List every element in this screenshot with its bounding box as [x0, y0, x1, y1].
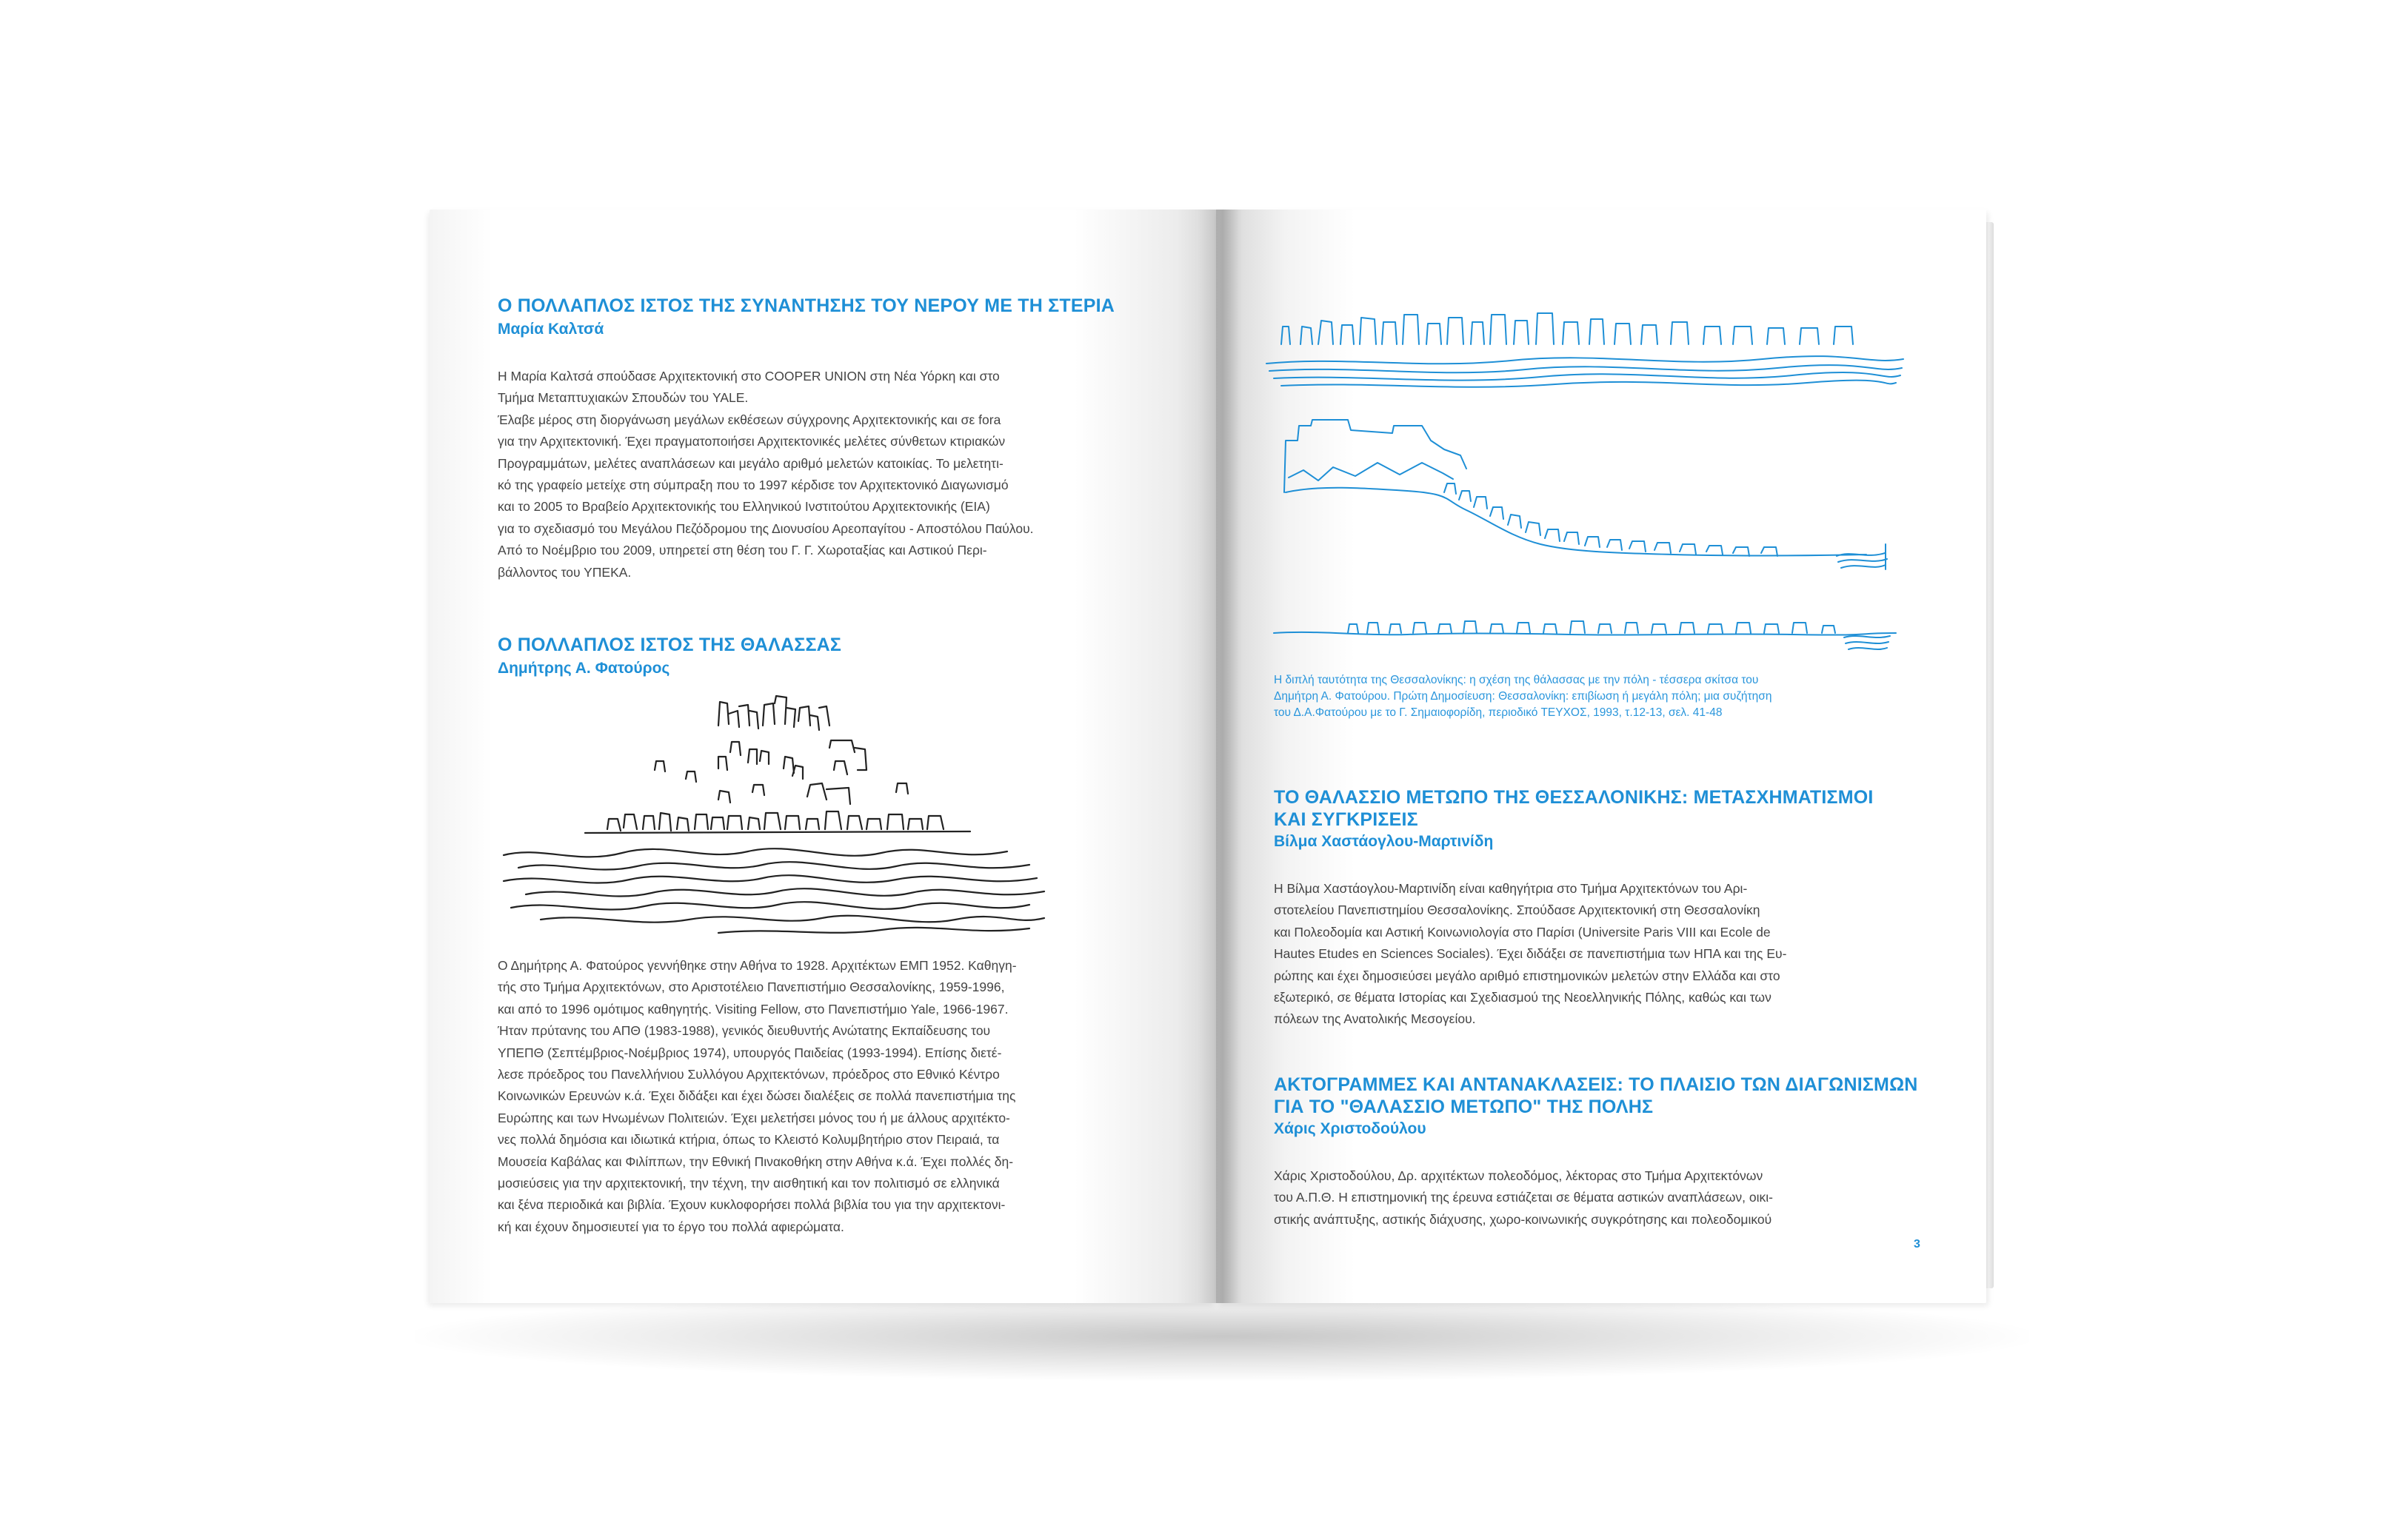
section-heading-sea: Ο ΠΟΛΛΑΠΛΟΣ ΙΣΤΟΣ ΤΗΣ ΘΑΛΑΣΣΑΣ — [498, 635, 842, 655]
caption-line: του Δ.Α.Φατούρου με το Γ. Σημαιοφορίδη, περιοδικό ΤΕΥΧΟΣ, 1993, τ.12-13, σελ. 41-48 — [1274, 706, 1723, 719]
text-line: Ο Δημήτρης Α. Φατούρος γεννήθηκε στην Αθήνα το 1928. Αρχιτέκτων ΕΜΠ 1952. Καθηγη- — [498, 958, 1017, 973]
section-heading-waterfront-transformations — [1274, 786, 1874, 831]
text-line: στικής ανάπτυξης, αστικής διάχυσης, χωρο-κοινωνικής συγκρότησης και πολεοδομικού — [1274, 1211, 1772, 1227]
page-number: 3 — [1914, 1238, 1920, 1251]
text-line: νες πολλά δημόσια και ιδιωτικά κτήρια, όπως το Κλειστό Κολυμβητήριο στον Πειραιά, τα — [498, 1132, 1000, 1148]
bio-charis-christodoulou — [1274, 1165, 1940, 1231]
caption-line: Η διπλή ταυτότητα της Θεσσαλονίκης: η σχέση της θάλασσας με την πόλη - τέσσερα σκίτσα του — [1274, 674, 1759, 686]
text-line: ρώπης και έχει δημοσιεύσει μεγάλο αριθμό επιστημονικών μελετών στην Ελλάδα και στο — [1274, 968, 1780, 983]
section-heading-coastlines — [1274, 1074, 1918, 1118]
spread-shadow — [415, 1292, 2029, 1381]
bio-maria-kaltsa — [498, 366, 1164, 583]
text-line: Ευρώπης και των Ηνωμένων Πολιτειών. Έχει μελετήσει μόνος του ή με άλλους αρχιτέκτο- — [498, 1110, 1010, 1125]
heading-line: ΚΑΙ ΣΥΓΚΡΙΣΕΙΣ — [1274, 809, 1418, 830]
text-line: του Α.Π.Θ. Η επιστημονική της έρευνα εστιάζεται σε θέματα αστικών αναπλάσεων, οικι- — [1274, 1190, 1773, 1205]
author-charis-christodoulou: Χάρις Χριστοδούλου — [1274, 1120, 1426, 1137]
text-line: Η Βίλμα Χαστάογλου-Μαρτινίδη είναι καθηγήτρια στο Τμήμα Αρχιτεκτόνων του Αρι- — [1274, 881, 1748, 896]
text-line: Η Μαρία Καλτσά σπούδασε Αρχιτεκτονική στο COOPER UNION στη Νέα Υόρκη και στο — [498, 369, 1000, 384]
text-line: ΥΠΕΠΘ (Σεπτέμβριος-Νοέμβριος 1974), υπουργός Παιδείας (1993-1994). Επίσης διετέ- — [498, 1045, 1002, 1060]
sketch-waterfront-3 — [1259, 603, 1911, 663]
heading-line: ΑΚΤΟΓΡΑΜΜΕΣ ΚΑΙ ΑΝΤΑΝΑΚΛΑΣΕΙΣ: ΤΟ ΠΛΑΙΣΙΟ ΤΩΝ ΔΙΑΓΩΝΙΣΜΩΝ — [1274, 1074, 1918, 1095]
text-line: Ήταν πρύτανης του ΑΠΘ (1983-1988), γενικός διευθυντής Ανώτατης Εκπαίδευσης του — [498, 1023, 991, 1039]
sketch-island-city — [496, 681, 1059, 940]
text-line: και ξένα περιοδικά και βιβλία. Έχουν κυκλοφορήσει πολλά βιβλία του για την αρχιτεκτονι- — [498, 1197, 1006, 1213]
author-dimitris-fatouros: Δημήτρης Α. Φατούρος — [498, 660, 670, 677]
text-line: Έλαβε μέρος στη διοργάνωση μεγάλων εκθέσεων σύγχρονης Αρχιτεκτονικής και σε fora — [498, 412, 1001, 427]
text-line: τής στο Τμήμα Αρχιτεκτόνων, στο Αριστοτέλειο Πανεπιστήμιο Θεσσαλονίκης, 1959-1996, — [498, 980, 1005, 995]
bio-vilma-hastaoglou — [1274, 878, 1940, 1031]
text-line: εξωτερικό, σε θέματα Ιστορίας και Σχεδιασμού της Νεοελληνικής Πόλης, καθώς και των — [1274, 990, 1771, 1005]
heading-line: ΓΙΑ ΤΟ "ΘΑΛΑΣΣΙΟ ΜΕΤΩΠΟ" ΤΗΣ ΠΟΛΗΣ — [1274, 1097, 1654, 1117]
author-maria-kaltsa: Μαρία Καλτσά — [498, 321, 604, 338]
text-line: για την Αρχιτεκτονική. Έχει πραγματοποιήσει Αρχιτεκτονικές μελέτες σύνθετων κτιριακών — [498, 434, 1006, 449]
sketch-waterfront-1 — [1259, 292, 1911, 404]
text-line: Χάρις Χριστοδούλου, Δρ. αρχιτέκτων πολεοδόμος, λέκτορας στο Τμήμα Αρχιτεκτόνων — [1274, 1168, 1763, 1183]
text-line: και Πολεοδομία και Αστική Κοινωνιολογία στο Παρίσι (Universite Paris VIII και Ecole de — [1274, 924, 1771, 940]
sketch-waterfront-2 — [1259, 411, 1911, 581]
text-line: Τμήμα Μεταπτυχιακών Σπουδών του YALE. — [498, 390, 749, 406]
section-heading-land-water: Ο ΠΟΛΛΑΠΛΟΣ ΙΣΤΟΣ ΤΗΣ ΣΥΝΑΝΤΗΣΗΣ ΤΟΥ ΝΕΡΟΥ ΜΕ ΤΗ ΣΤΕΡΙΑ — [498, 295, 1115, 316]
text-line: Κοινωνικών Ερευνών κ.ά. Έχει διδάξει και έχει δώσει διαλέξεις σε πολλά πανεπιστήμια της — [498, 1088, 1016, 1104]
text-line: Από το Νοέμβριο του 2009, υπηρετεί στη θέση του Γ. Γ. Χωροταξίας και Αστικού Περι- — [498, 543, 987, 558]
sketch-caption — [1274, 672, 1940, 721]
heading-line: ΤΟ ΘΑΛΑΣΣΙΟ ΜΕΤΩΠΟ ΤΗΣ ΘΕΣΣΑΛΟΝΙΚΗΣ: ΜΕΤΑΣΧΗΜΑΤΙΣΜΟΙ — [1274, 787, 1874, 808]
author-vilma-hastaoglou: Βίλμα Χαστάογλου-Μαρτινίδη — [1274, 833, 1494, 850]
text-line: και από το 1996 ομότιμος καθηγητής. Visiting Fellow, στο Πανεπιστήμιο Yale, 1966-1967. — [498, 1001, 1009, 1017]
text-line: πόλεων της Ανατολικής Μεσογείου. — [1274, 1011, 1476, 1027]
text-line: Προγραμμάτων, μελέτες αναπλάσεων και μεγάλο αριθμό μελετών κατοικίας. Το μελετητι- — [498, 455, 1004, 471]
text-line: Μουσεία Καβάλας και Φιλίππων, την Εθνική Πινακοθήκη στην Αθήνα κ.ά. Έχει πολλές δη- — [498, 1154, 1014, 1169]
text-line: Hautes Etudes en Sciences Sociales). Έχει διδάξει σε πανεπιστήμια των ΗΠΑ και της Ευ- — [1274, 946, 1787, 962]
text-line: βάλλοντος του ΥΠΕΚΑ. — [498, 564, 632, 580]
bio-dimitris-fatouros — [498, 955, 1179, 1238]
caption-line: Δημήτρη Α. Φατούρου. Πρώτη Δημοσίευση: Θεσσαλονίκη: επιβίωση ή μεγάλη πόλη; μια συζήτηση — [1274, 690, 1772, 703]
text-line: κή και έχουν δημοσιευτεί για το έργο του πολλά αφιερώματα. — [498, 1219, 844, 1234]
text-line: στοτελείου Πανεπιστημίου Θεσσαλονίκης. Σπούδασε Αρχιτεκτονική στη Θεσσαλονίκη — [1274, 903, 1760, 918]
text-line: λεσε πρόεδρος του Πανελλήνιου Συλλόγου Αρχιτεκτόνων, πρόεδρος στο Εθνικό Κέντρο — [498, 1067, 1000, 1082]
text-line: μοσιεύσεις για την αρχιτεκτονική, την τέχνη, την αισθητική και τον πολιτισμό σε ελληνικά — [498, 1176, 1000, 1191]
text-line: και το 2005 το Βραβείο Αρχιτεκτονικής του Ελληνικού Ινστιτούτου Αρχιτεκτονικής (ΕΙΑ) — [498, 499, 990, 515]
text-line: κό της γραφείο μετείχε στη σύμπραξη που το 1997 κέρδισε τον Αρχιτεκτονικό Διαγωνισμό — [498, 478, 1009, 493]
book-gutter — [1198, 210, 1243, 1303]
text-line: για το σχεδιασμό του Μεγάλου Πεζόδρομου της Διονυσίου Αρεοπαγίτου - Αποστόλου Παύλου. — [498, 520, 1034, 536]
